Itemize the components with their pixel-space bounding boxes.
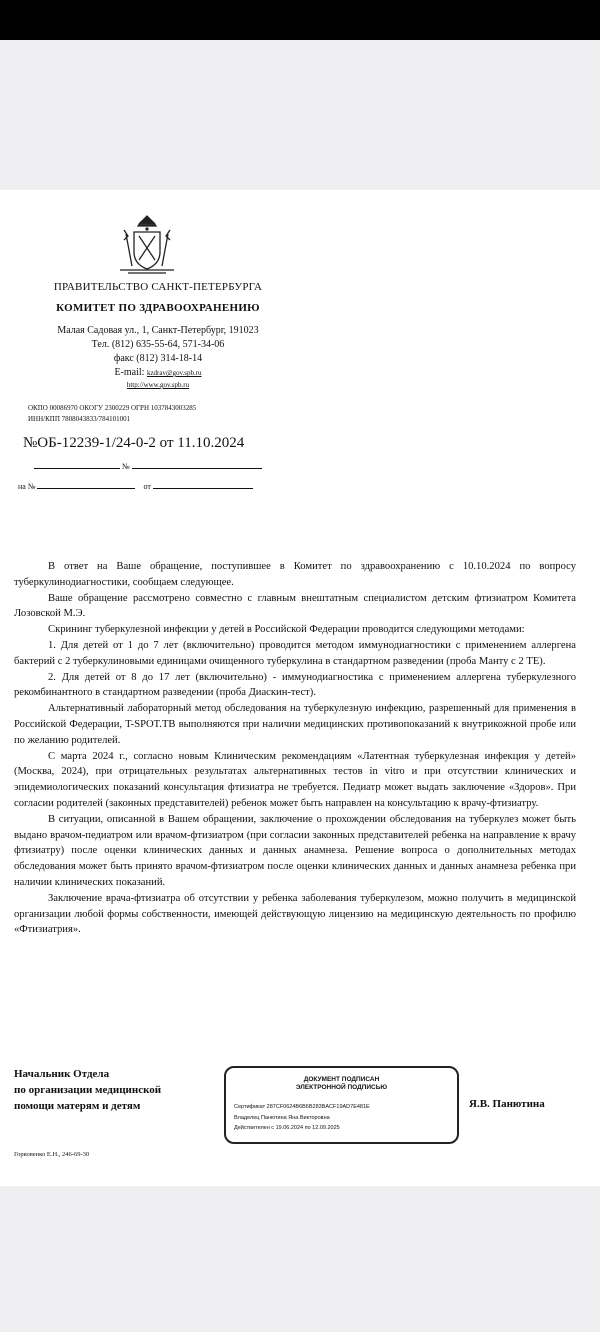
- position-line: помощи матерям и детям: [14, 1100, 141, 1112]
- position-line: Начальник Отдела: [14, 1068, 110, 1080]
- address: Малая Садовая ул., 1, Санкт-Петербург, 191023: [57, 325, 259, 336]
- registration-codes-2: ИНН/КПП 7808043833/784101001: [28, 415, 131, 423]
- viewer-margin-bottom: [0, 1186, 600, 1332]
- from-label: от: [143, 482, 151, 491]
- website-link[interactable]: http://www.gov.spb.ru: [126, 381, 190, 389]
- letter-body: [14, 559, 576, 938]
- paragraph: Ваше обращение рассмотрено совместно с главным внештатным специалистом детским фтизиатром Комитета Лозовской М.Э.: [14, 592, 576, 620]
- viewer-margin-top: [0, 40, 600, 190]
- electronic-signature-stamp: [224, 1066, 459, 1144]
- paragraph: 2. Для детей от 8 до 17 лет (включительно) - иммунодиагностика с применением аллергена туберкулезного рекомбинантного в стандартном разведении (проба Диаскин-тест).: [14, 671, 576, 699]
- stamp-title: ДОКУМЕНТ ПОДПИСАН: [303, 1076, 380, 1083]
- website-line: [18, 379, 298, 390]
- certificate-id: Сертификат 287CF0624B6B6B283BACF19AD7E481E: [234, 1104, 370, 1110]
- executor-contact: Горковенко Е.Н., 246-69-30: [14, 1151, 90, 1158]
- paragraph: Заключение врача-фтизиатра об отсутствии у ребенка заболевания туберкулезом, можно получить в медицинской организации любой формы собственности, имеющей действующую лицензию на медицинскую деятельность по профилю «Фтизиатрия».: [14, 892, 576, 936]
- paragraph: Скрининг туберкулезной инфекции у детей в Российской Федерации проводится следующими методами:: [48, 624, 525, 636]
- signer-position: [14, 1066, 161, 1114]
- status-bar: [0, 0, 600, 40]
- stamp-subtitle: ЭЛЕКТРОННОЙ ПОДПИСЬЮ: [295, 1084, 388, 1091]
- paragraph: В ситуации, описанной в Вашем обращении, заключение о прохождении обследования на туберкулез может быть выдано врачом-педиатром или врачом-фтизиатром (при согласии законных представителей ребенка на направление к врачу фтизиатру) после оценки клинических данных и данных анамнеза. Решение вопроса о дополнительных методах обследования может быть принято врачом-фтизиатром после оценки клинических данных и данных анамнеза ребенка при наличии клинических показаний.: [14, 813, 576, 888]
- fax: факс (812) 314-18-14: [113, 353, 203, 364]
- paragraph: В ответ на Ваше обращение, поступившее в Комитет по здравоохранению с 10.10.2024 по вопросу туберкулинодиагностики, сообщаем следующее.: [14, 561, 576, 588]
- signer-name: Я.В. Панютина: [469, 1098, 545, 1110]
- paragraph: Альтернативный лабораторный метод обследования на туберкулезную инфекцию, разрешенный для применения в Российской Федерации, T-SPOT.TB выполняются при наличии медицинских противопоказаний к внутрикожной пробе или по желанию родителей.: [14, 703, 576, 746]
- paragraph: 1. Для детей от 1 до 7 лет (включительно) проводится методом иммунодиагностики с применением аллергена бактерий с 2 туберкулиновыми единицами очищенного туберкулина в стандартном разведении (проба Манту с 2 ТЕ).: [14, 639, 576, 667]
- committee-name: КОМИТЕТ ПО ЗДРАВООХРАНЕНИЮ: [56, 302, 260, 314]
- coat-of-arms-icon: [118, 214, 176, 276]
- number-label: №: [122, 462, 130, 471]
- registration-codes-1: ОКПО 00086970 ОКОГУ 2300229 ОГРН 1037843003285: [28, 404, 197, 412]
- email-label: E-mail:: [114, 367, 145, 378]
- paragraph: С марта 2024 г., согласно новым Клиническим рекомендациям «Латентная туберкулезная инфекция у детей» (Москва, 2024), при отрицательных результатах альтернативных тестов in vitro и при отсутствии клинических и эпидемиологических показаний консультация фтизиатра не требуется. Педиатр может выдать заключение «Здоров». При согласии родителей (законных представителей) ребенок может быть направлен на консультацию к врачу-фтизиатру.: [14, 750, 576, 809]
- phone: Тел. (812) 635-55-64, 571-34-06: [91, 339, 225, 350]
- email-link[interactable]: kzdrav@gov.spb.ru: [146, 369, 202, 377]
- email-line: [18, 367, 298, 378]
- certificate-validity: Действителен с 19.06.2024 по 12.09.2025: [234, 1125, 340, 1131]
- position-line: по организации медицинской: [14, 1084, 162, 1096]
- incoming-number-field: [18, 482, 253, 491]
- document-number: №ОБ-12239-1/24-0-2 от 11.10.2024: [23, 435, 245, 451]
- certificate-owner: Владелец Панютина Яна Викторовна: [234, 1115, 330, 1121]
- on-number-label: на №: [18, 482, 36, 491]
- government-name: ПРАВИТЕЛЬСТВО САНКТ-ПЕТЕРБУРГА: [53, 281, 263, 293]
- outgoing-number-field: [34, 462, 262, 471]
